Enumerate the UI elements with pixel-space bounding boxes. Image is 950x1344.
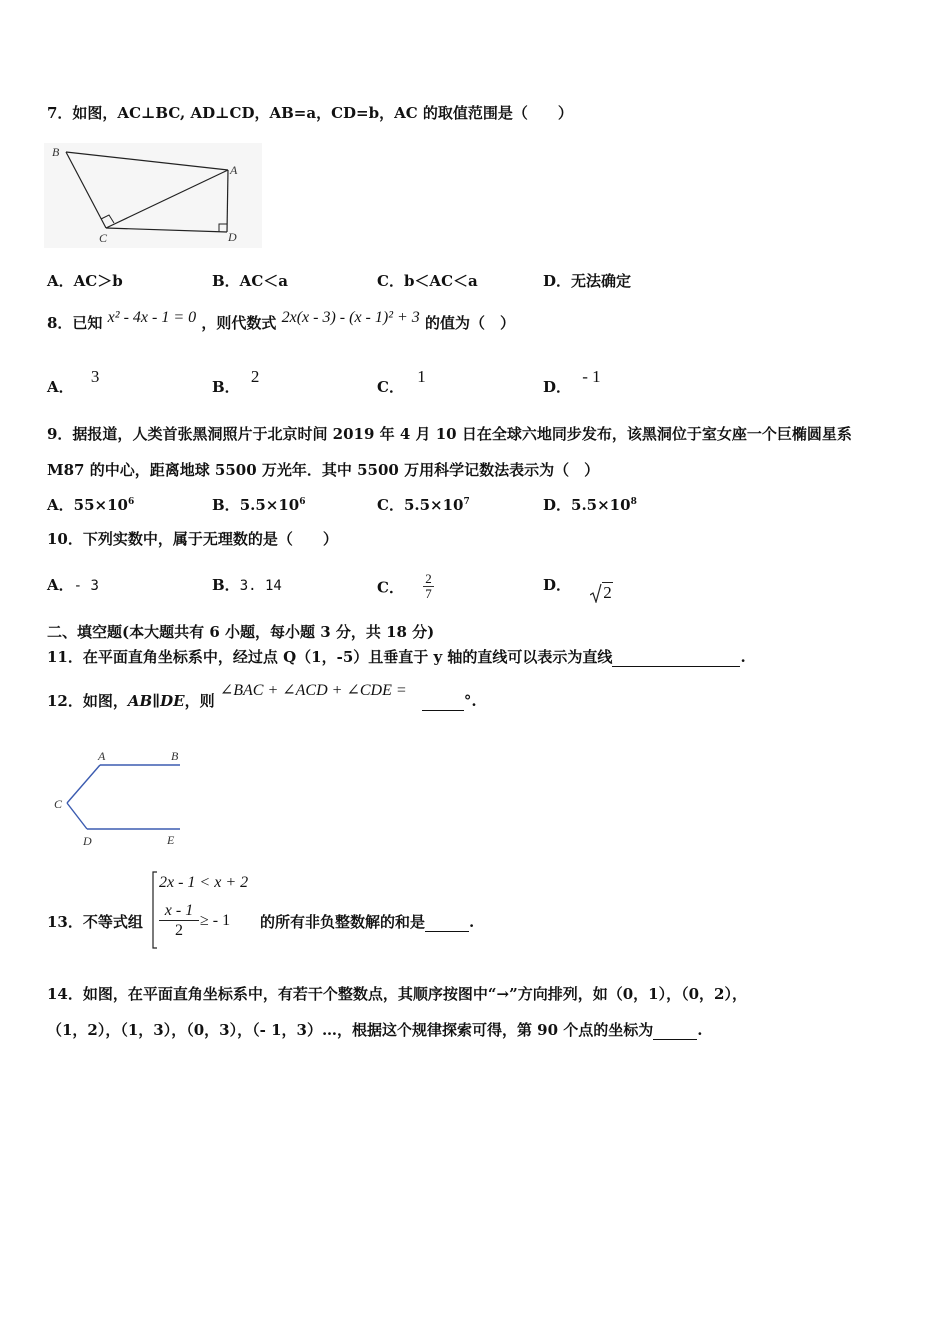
q10-option-b-value: 3. 14	[239, 578, 282, 594]
label-a: A	[230, 163, 238, 177]
q8-option-b-value: 2	[250, 367, 260, 386]
q8-prefix: 8．已知	[47, 314, 103, 332]
q13-answer-blank[interactable]	[425, 913, 469, 932]
q14-end: .	[697, 1021, 703, 1039]
label-b: B	[171, 749, 179, 763]
q8-equation: x² - 4x - 1 = 0	[107, 309, 197, 326]
q9-option-b-letter: B．	[212, 496, 240, 514]
q10-option-c[interactable]	[377, 571, 434, 603]
q10-option-d[interactable]	[543, 574, 613, 602]
q12-prefix: 12．如图，	[47, 692, 128, 710]
q13-fraction	[159, 902, 199, 941]
q11-line	[47, 646, 746, 667]
q11-end: .	[740, 648, 746, 666]
label-b: B	[52, 145, 60, 159]
q10-option-c-numerator: 2	[425, 571, 432, 586]
q12-middle: ，则	[184, 692, 215, 710]
section2-heading: 二、填空题(本大题共有 6 小题，每小题 3 分，共 18 分)	[47, 623, 435, 641]
q13-inequality-system	[150, 870, 260, 950]
q13-fraction-denominator: 2	[175, 922, 183, 939]
q7-figure	[44, 143, 262, 248]
q13-end: .	[469, 913, 475, 931]
q13-suffix-line	[260, 911, 474, 932]
segment-ac	[67, 765, 100, 803]
q10-option-a-letter: A．	[47, 576, 74, 594]
q9-option-b[interactable]	[212, 494, 306, 515]
q7-option-d[interactable]: D．无法确定	[543, 272, 632, 290]
q10-option-a-value: - 3	[73, 578, 99, 594]
q11-answer-blank[interactable]	[612, 648, 740, 667]
q14-line2-row	[47, 1019, 703, 1040]
q7-option-b[interactable]: B．AC＜a	[212, 272, 288, 290]
q9-option-c-base: 5.5×10	[403, 496, 464, 514]
q13-inequality-2-rhs: ≥ - 1	[200, 912, 231, 929]
q12-condition: AB∥DE	[127, 692, 185, 710]
q8-middle: ，则代数式	[201, 314, 277, 332]
q9-option-d[interactable]	[543, 494, 637, 515]
q10-option-b[interactable]	[212, 574, 282, 595]
q10-option-a[interactable]	[47, 574, 99, 595]
q8-option-a-letter: A．	[47, 378, 74, 396]
q8-option-c[interactable]	[377, 366, 426, 396]
segment-cd	[67, 803, 87, 829]
label-c: C	[54, 797, 63, 811]
q10-option-c-denominator: 7	[425, 586, 432, 601]
q9-option-a[interactable]	[47, 494, 134, 515]
q8-option-a[interactable]	[47, 366, 100, 396]
q10-option-c-fraction	[423, 572, 434, 601]
q7-option-c[interactable]: C．b＜AC＜a	[377, 272, 478, 290]
q9-option-a-letter: A．	[47, 496, 74, 514]
label-d: D	[83, 834, 92, 848]
q8-option-b[interactable]	[212, 366, 260, 396]
q8-option-d-letter: D．	[543, 378, 572, 396]
q7-stem: 7．如图，AC⊥BC, AD⊥CD，AB=a，CD=b，AC 的取值范围是（ ）	[47, 104, 573, 122]
q11-stem: 11．在平面直角坐标系中，经过点 Q（1，-5）且垂直于 y 轴的直线可以表示为直线	[47, 648, 613, 666]
q8-expression: 2x(x - 3) - (x - 1)² + 3	[281, 309, 420, 326]
q8-option-c-value: 1	[417, 367, 426, 386]
q9-option-a-exp: 6	[127, 497, 135, 507]
q12-line	[47, 682, 477, 711]
q9-option-b-exp: 6	[299, 497, 306, 507]
q8-option-d-value: - 1	[582, 367, 601, 386]
q9-option-d-exp: 8	[630, 497, 637, 507]
q13-fraction-numerator: x - 1	[164, 902, 194, 919]
q8-option-a-value: 3	[90, 367, 100, 386]
label-c: C	[99, 231, 108, 245]
q9-option-c[interactable]	[377, 494, 470, 515]
q12-answer-blank[interactable]	[422, 692, 464, 711]
q10-option-c-letter: C．	[377, 578, 404, 597]
q14-line1: 14．如图，在平面直角坐标系中，有若干个整数点，其顺序按图中“→”方向排列，如（0，1），（0，2），	[47, 985, 747, 1003]
q9-line2: M87 的中心，距离地球 5500 万光年．其中 5500 万用科学记数法表示为（ ）	[47, 461, 600, 479]
q12-figure	[50, 745, 190, 850]
q8-option-d[interactable]	[543, 366, 601, 396]
q10-option-d-sqrt	[590, 584, 613, 602]
q9-line1: 9．据报道，人类首张黑洞照片于北京时间 2019 年 4 月 10 日在全球六地同步发布，该黑洞位于室女座一个巨椭圆星系	[47, 425, 852, 443]
q12-suffix: °.	[463, 692, 477, 710]
q9-option-d-letter: D．	[543, 496, 572, 514]
q9-option-b-base: 5.5×10	[239, 496, 300, 514]
label-e: E	[167, 833, 175, 847]
q9-option-d-base: 5.5×10	[571, 496, 631, 514]
q9-option-c-exp: 7	[463, 497, 470, 507]
q9-option-a-base: 55×10	[73, 496, 128, 514]
q13-suffix: 的所有非负整数解的和是	[260, 913, 426, 931]
label-a: A	[98, 749, 106, 763]
q13-inequality-1: 2x - 1 < x + 2	[159, 874, 249, 891]
q12-expression: ∠BAC + ∠ACD + ∠CDE =	[219, 682, 407, 699]
q14-line2: （1，2），（1，3），（0，3），（- 1，3）…，根据这个规律探索可得，第 90 个点的坐标为	[47, 1021, 654, 1039]
q10-option-d-radicand: 2	[603, 583, 612, 602]
radical-sign-icon	[590, 583, 602, 603]
q8-suffix: 的值为（ ）	[425, 314, 516, 332]
q8-stem	[47, 309, 516, 333]
q7-option-a[interactable]: A．AC＞b	[47, 272, 123, 290]
label-d: D	[228, 230, 237, 244]
q10-option-d-letter: D．	[543, 576, 572, 594]
q10-option-b-letter: B．	[212, 576, 240, 594]
q9-option-c-letter: C．	[377, 496, 404, 514]
q8-option-c-letter: C．	[377, 378, 404, 396]
q10-stem: 10．下列实数中，属于无理数的是（ ）	[47, 530, 338, 548]
left-brace-icon	[150, 870, 158, 950]
q13-prefix: 13．不等式组	[47, 913, 143, 931]
q8-option-b-letter: B．	[212, 378, 240, 396]
q14-answer-blank[interactable]	[653, 1021, 697, 1040]
